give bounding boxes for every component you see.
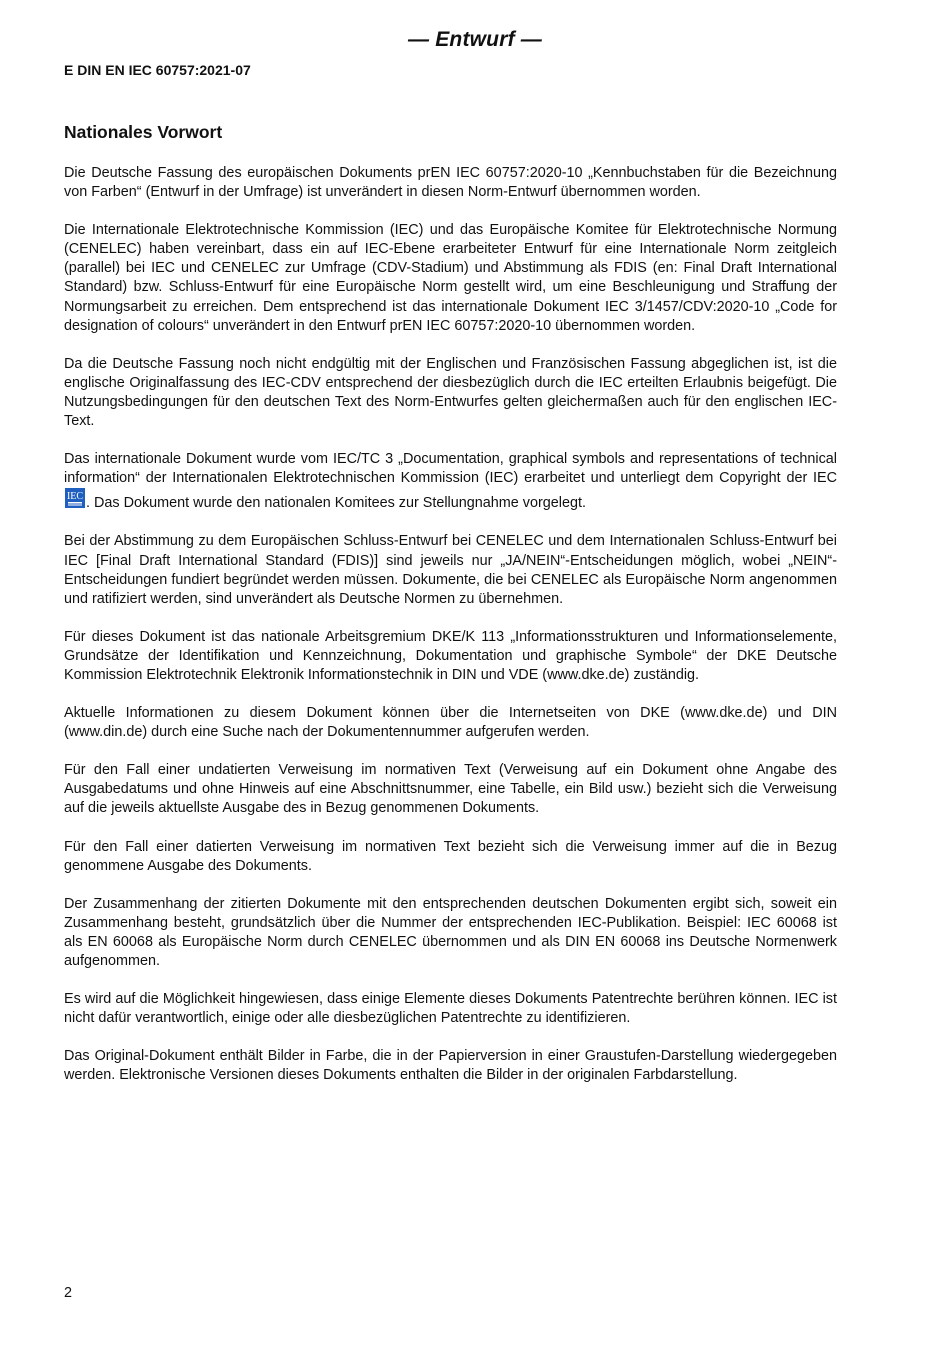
paragraph-6: Für dieses Dokument ist das nationale Arbeitsgremium DKE/K 113 „Informationsstrukturen und Informationselemente, Grundsätze der Identifikation und Kennzeichnung, Dokumentation und graphische Symbole“ der DKE Deutsche Kommission Elektrotechnik Elektronik Informationstechnik in DIN und VDE (www.dke.de) zuständig. — [64, 628, 837, 683]
paragraph-2: Die Internationale Elektrotechnische Kommission (IEC) und das Europäische Komitee für Elektrotechnische Normung (CENELEC) haben vereinbart, dass ein auf IEC-Ebene erarbeiteter Entwurf für eine Internationale Norm zeitgleich (parallel) bei IEC und CENELEC zur Umfrage (CDV-Stadium) und Abstimmung als FDIS (en: Final Draft International Standard) bzw. Schluss-Entwurf für eine Europäische Norm gestellt wird, um eine Beschleunigung und Straffung der Normungsarbeit zu erreichen. Dem entsprechend ist das internationale Dokument IEC 3/1457/CDV:2020-10 „Code for designation of colours“ unverändert in den Entwurf prEN IEC 60757:2020-10 übernommen worden. — [64, 222, 837, 334]
section-title: Nationales Vorwort — [64, 122, 223, 142]
paragraph-5: Bei der Abstimmung zu dem Europäischen Schluss-Entwurf bei CENELEC und dem Internationalen Schluss-Entwurf bei IEC [Final Draft International Standard (FDIS)] sind jeweils nur „JA/NEIN“-Entscheidungen möglich, wobei „NEIN“-Entscheidungen fundiert begründet werden müssen. Dokumente, die bei CENELEC als Europäische Norm angenommen und ratifiziert werden, sind unverändert als Deutsche Normen zu übernehmen. — [64, 533, 837, 607]
paragraph-1: Die Deutsche Fassung des europäischen Dokuments prEN IEC 60757:2020-10 „Kennbuchstaben für die Bezeichnung von Farben“ (Entwurf in der Umfrage) ist unverändert in diesen Norm-Entwurf übernommen worden. — [64, 165, 837, 201]
paragraph-10: Der Zusammenhang der zitierten Dokumente mit den entsprechenden deutschen Dokumenten ergibt sich, soweit ein Zusammenhang besteht, grundsätzlich über die Nummer der entsprechenden IEC-Publikation. Beispiel: IEC 60068 ist als EN 60068 als Europäische Norm durch CENELEC übernommen und als DIN EN 60068 ins Deutsche Normenwerk aufgenommen. — [64, 895, 837, 969]
paragraph-12: Das Original-Dokument enthält Bilder in Farbe, die in der Papierversion in einer Graustufen-Darstellung wiedergegeben werden. Elektronische Versionen dieses Dokuments enthalten die Bilder in der originalen Farbdarstellung. — [64, 1048, 837, 1084]
page-number: 2 — [64, 1285, 73, 1301]
draft-watermark-title: — Entwurf — — [407, 28, 543, 51]
paragraph-11: Es wird auf die Möglichkeit hingewiesen, dass einige Elemente dieses Dokuments Patentrechte berühren können. IEC ist nicht dafür verantwortlich, einige oder alle diesbezüglichen Patentrechte zu identifizieren. — [64, 991, 837, 1027]
iec-logo-icon — [65, 488, 85, 508]
document-body — [64, 121, 837, 1104]
iec-logo-text: IEC — [66, 491, 84, 503]
paragraph-3: Da die Deutsche Fassung noch nicht endgültig mit der Englischen und Französischen Fassung abgeglichen ist, ist die englische Originalfassung des IEC-CDV entsprechend der diesbezüglich durch die IEC erteilten Erlaubnis beigefügt. Die Nutzungsbedingungen für den deutschen Text des Norm-Entwurfes gelten gleichermaßen auch für den englischen IEC-Text. — [64, 355, 837, 430]
paragraph-4-text-start: Das internationale Dokument wurde vom IEC/TC 3 „Documentation, graphical symbols and representations of technical information“ der Internationalen Elektrotechnischen Kommission (IEC) erarbeitet und unterliegt dem Copyright der IEC — [64, 451, 837, 487]
paragraph-8: Für den Fall einer undatierten Verweisung im normativen Text (Verweisung auf ein Dokument ohne Angabe des Ausgabedatums und ohne Hinweis auf eine Abschnittsnummer, eine Tabelle, ein Bild usw.) bezieht sich die Verweisung auf die jeweils aktuellste Ausgabe des in Bezug genommenen Dokuments. — [64, 762, 837, 817]
paragraph-9: Für den Fall einer datierten Verweisung im normativen Text bezieht sich die Verweisung immer auf die in Bezug genommene Ausgabe des Dokuments. — [64, 838, 837, 874]
paragraph-7: Aktuelle Informationen zu diesem Dokument können über die Internetseiten von DKE (www.dke.de) und DIN (www.din.de) durch eine Suche nach der Dokumentennummer aufgerufen werden. — [64, 705, 837, 741]
paragraph-4 — [64, 450, 837, 513]
paragraph-4-text-end: . Das Dokument wurde den nationalen Komitees zur Stellungnahme vorgelegt. — [86, 495, 586, 512]
document-identifier: E DIN EN IEC 60757:2021-07 — [64, 62, 251, 78]
